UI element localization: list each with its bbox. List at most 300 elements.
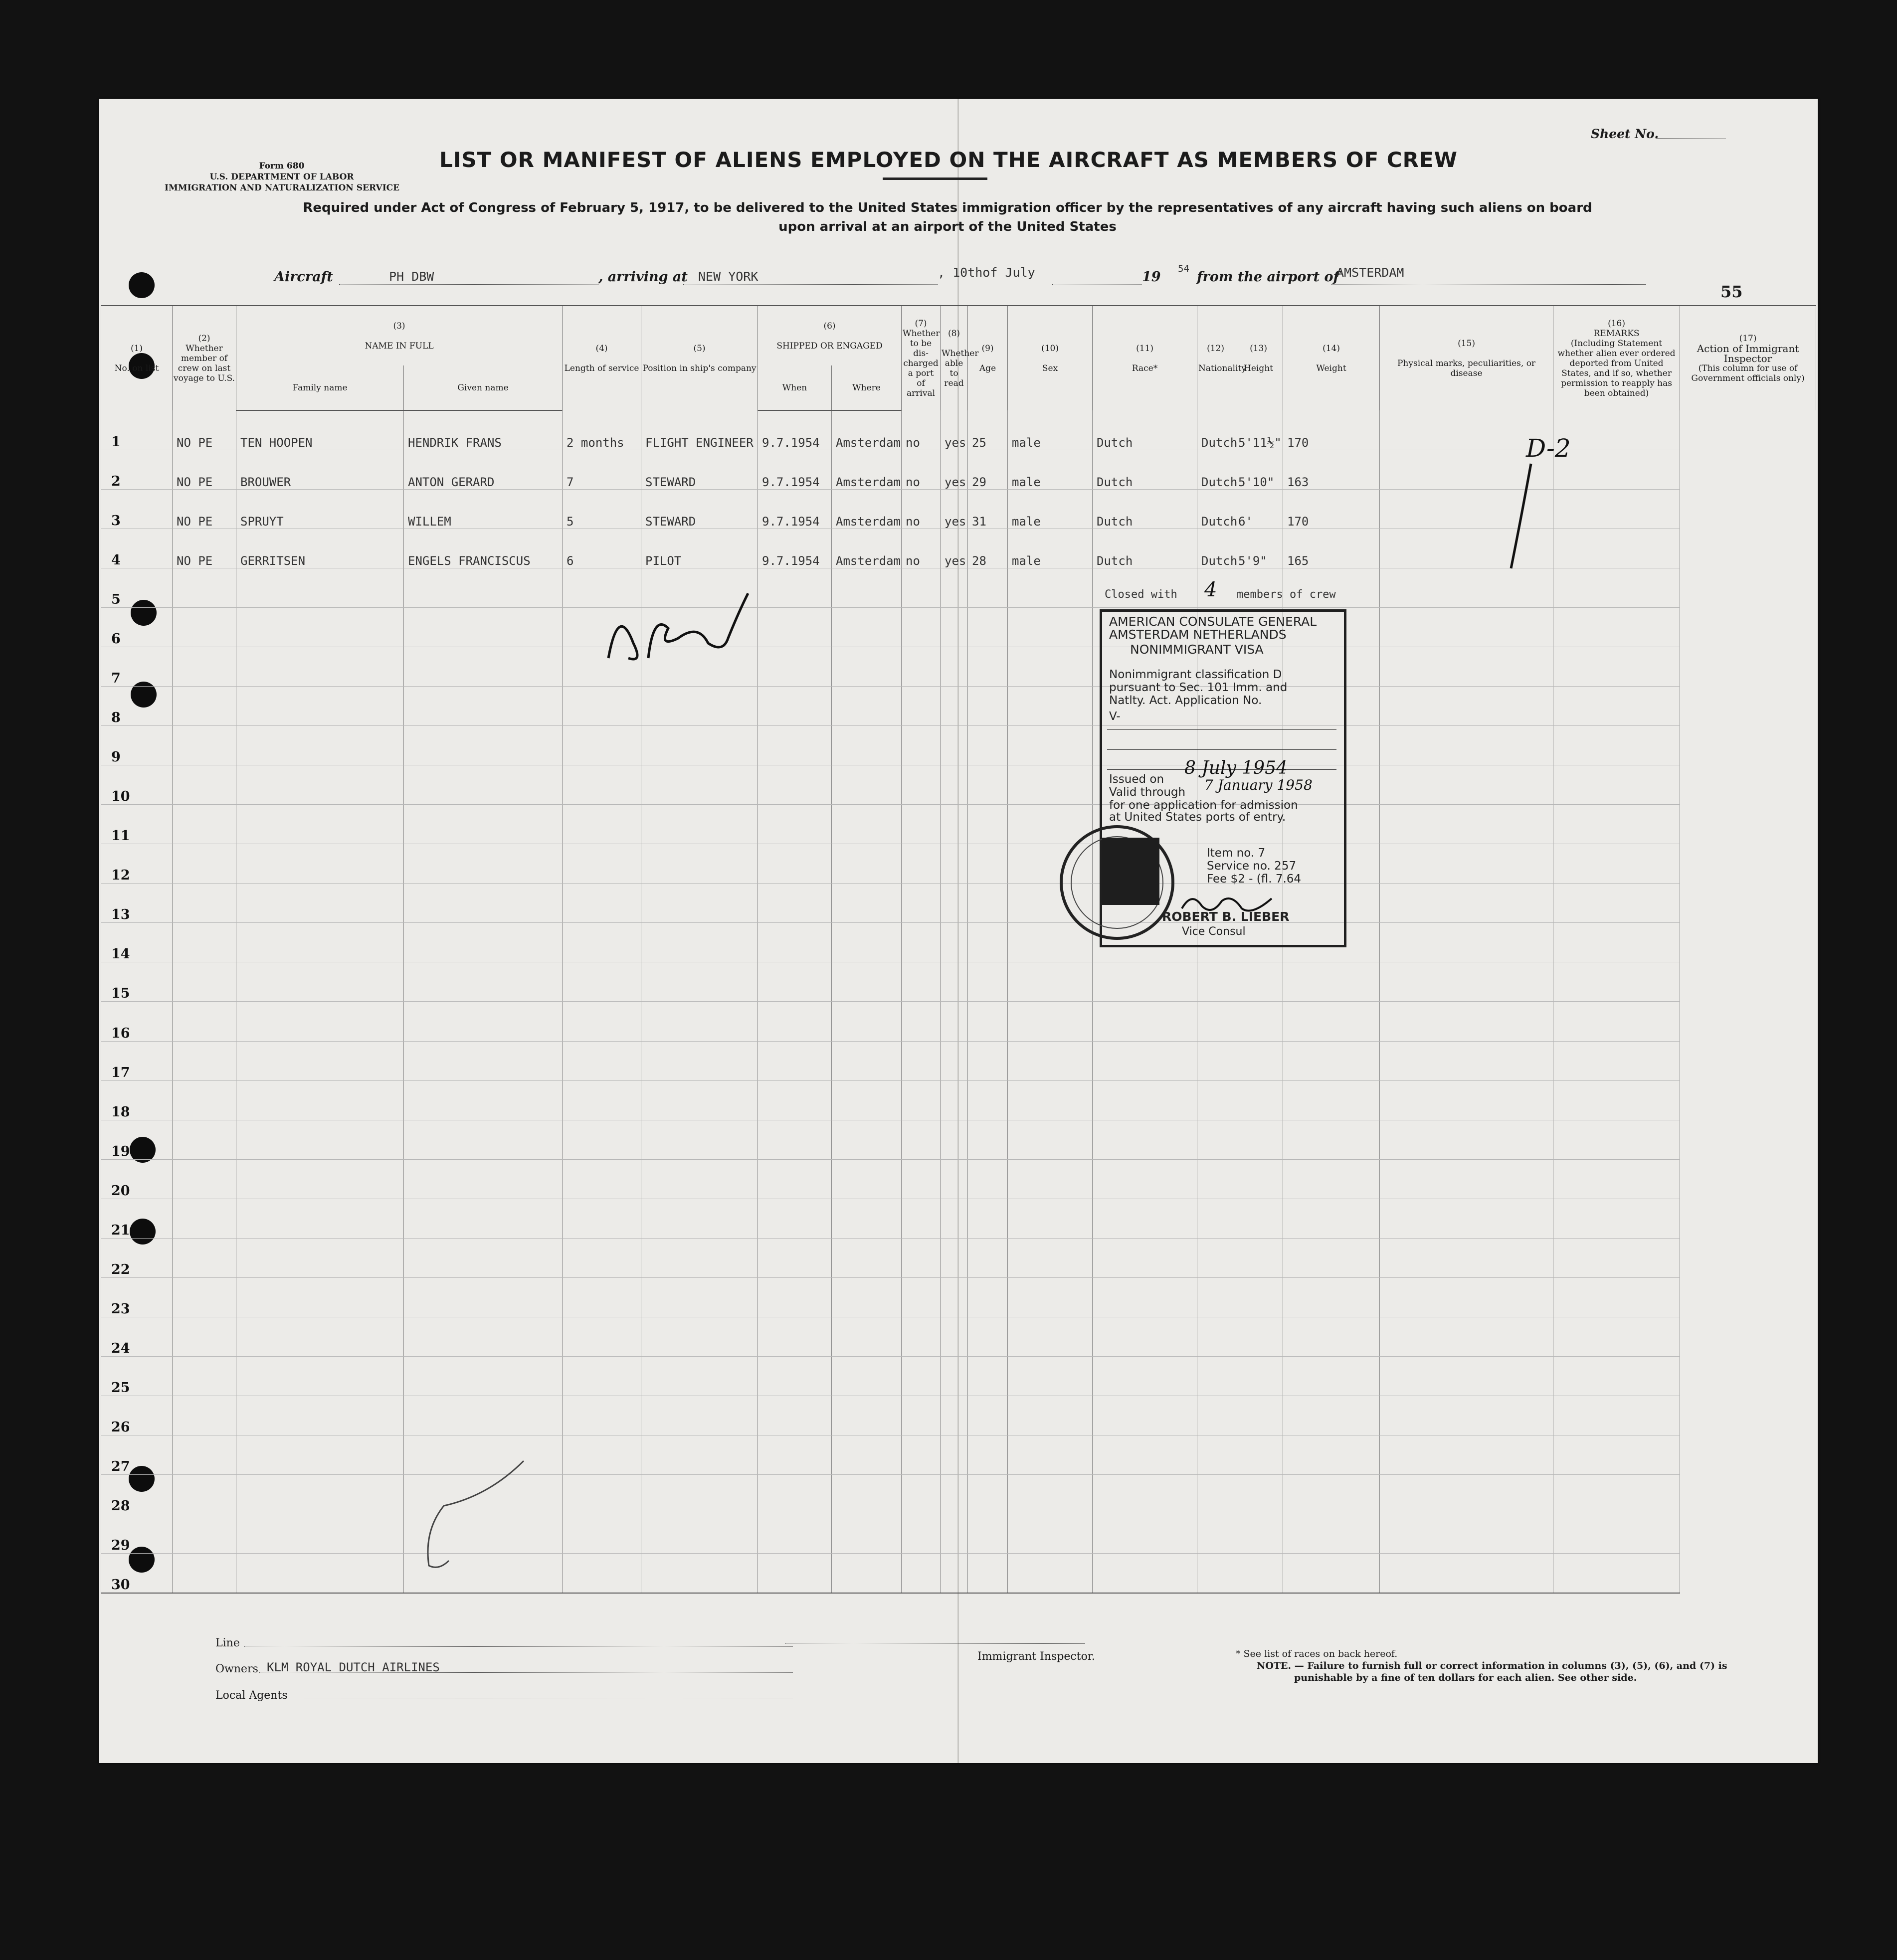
consul-name: ROBERT B. LIEBER — [1162, 909, 1290, 924]
remarks-cell — [1553, 1002, 1680, 1041]
physical-marks-cell — [1380, 608, 1553, 647]
table-row — [101, 805, 1816, 844]
table-row — [101, 1080, 1816, 1120]
col-header-able-to-read: (8) Whether able to read — [941, 306, 968, 410]
stamp-service: Service no. 257 — [1207, 860, 1297, 873]
to-be-discharged-cell — [902, 1396, 941, 1435]
physical-marks-cell — [1380, 1514, 1553, 1553]
length-of-service-cell: 5 — [563, 490, 641, 529]
table-row — [101, 687, 1816, 726]
remarks-cell — [1553, 1553, 1680, 1593]
to-be-discharged-cell — [902, 1317, 941, 1356]
table-row — [101, 962, 1816, 1002]
length-of-service-cell — [563, 1080, 641, 1120]
shipped-where-cell: Amsterdam — [832, 450, 902, 490]
position-cell — [641, 884, 758, 923]
nationality-cell — [1197, 1435, 1234, 1474]
row-number-cell: 5 — [101, 568, 173, 608]
nationality-cell: Dutch — [1197, 529, 1234, 568]
physical-marks-cell — [1380, 1396, 1553, 1435]
table-row — [101, 884, 1816, 923]
weight-cell — [1283, 1277, 1380, 1317]
remarks-cell — [1553, 1120, 1680, 1159]
age-cell — [968, 1080, 1008, 1120]
nationality-cell — [1197, 1199, 1234, 1238]
length-of-service-cell — [563, 884, 641, 923]
weight-cell — [1283, 1396, 1380, 1435]
nationality-cell: Dutch — [1197, 410, 1234, 450]
given-name-cell — [404, 608, 563, 647]
position-cell — [641, 1514, 758, 1553]
row-number-cell: 1 — [101, 410, 173, 450]
physical-marks-cell — [1380, 805, 1553, 844]
table-row — [101, 1159, 1816, 1199]
given-name-cell — [404, 647, 563, 687]
col-header-position: (5) Position in ship's company — [641, 306, 758, 410]
physical-marks-cell — [1380, 687, 1553, 726]
shipped-where-cell — [832, 765, 902, 805]
height-cell — [1234, 1356, 1283, 1396]
stamp-line-7: V- — [1109, 710, 1121, 723]
age-cell: 31 — [968, 490, 1008, 529]
able-to-read-cell — [941, 1317, 968, 1356]
age-cell — [968, 1199, 1008, 1238]
last-voyage-cell — [173, 962, 236, 1002]
age-cell: 28 — [968, 529, 1008, 568]
shipped-where-cell — [832, 1080, 902, 1120]
able-to-read-cell — [941, 608, 968, 647]
form-number: Form 680 — [259, 161, 305, 171]
sex-cell — [1008, 1553, 1093, 1593]
shipped-where-cell — [832, 884, 902, 923]
race-cell: Dutch — [1093, 490, 1197, 529]
shipped-when-cell — [758, 1002, 832, 1041]
shipped-when-cell — [758, 765, 832, 805]
table-row — [101, 1396, 1816, 1435]
length-of-service-cell: 2 months — [563, 410, 641, 450]
shipped-where-cell — [832, 805, 902, 844]
age-cell — [968, 1317, 1008, 1356]
shipped-when-cell — [758, 1080, 832, 1120]
arriving-field-line — [683, 284, 938, 285]
given-name-cell — [404, 884, 563, 923]
penalty-note-line-2: punishable by a fine of ten dollars for each alien. See other side. — [1294, 1672, 1637, 1683]
sex-cell — [1008, 647, 1093, 687]
shipped-when-cell — [758, 1514, 832, 1553]
family-name-cell: GERRITSEN — [236, 529, 404, 568]
family-name-cell — [236, 805, 404, 844]
remarks-cell — [1553, 647, 1680, 687]
position-cell: STEWARD — [641, 450, 758, 490]
sex-cell: male — [1008, 450, 1093, 490]
shipped-where-cell — [832, 687, 902, 726]
able-to-read-cell — [941, 884, 968, 923]
inspector-signature-line — [785, 1643, 1085, 1644]
table-row — [101, 1277, 1816, 1317]
height-cell — [1234, 1238, 1283, 1277]
stamp-line-2: AMSTERDAM NETHERLANDS — [1109, 627, 1287, 642]
physical-marks-cell — [1380, 923, 1553, 962]
weight-cell — [1283, 1159, 1380, 1199]
last-voyage-cell — [173, 1159, 236, 1199]
last-voyage-cell — [173, 884, 236, 923]
family-name-cell — [236, 1474, 404, 1514]
height-cell: 6' — [1234, 490, 1283, 529]
remarks-cell — [1553, 568, 1680, 608]
given-name-cell — [404, 1277, 563, 1317]
age-cell — [968, 884, 1008, 923]
shipped-when-cell — [758, 1553, 832, 1593]
position-cell — [641, 1277, 758, 1317]
shipped-where-cell — [832, 1159, 902, 1199]
last-voyage-cell — [173, 1199, 236, 1238]
row-number-cell: 27 — [101, 1435, 173, 1474]
race-cell — [1093, 1002, 1197, 1041]
arrival-date: , 10thof July — [938, 265, 1035, 280]
able-to-read-cell — [941, 1238, 968, 1277]
given-name-cell — [404, 1080, 563, 1120]
row-number-cell: 24 — [101, 1317, 173, 1356]
to-be-discharged-cell: no — [902, 490, 941, 529]
position-cell — [641, 962, 758, 1002]
position-cell — [641, 726, 758, 765]
crew-manifest-table — [101, 305, 1816, 1594]
line-label: Line — [215, 1637, 240, 1649]
arriving-value: NEW YORK — [698, 269, 759, 284]
remarks-cell — [1553, 1317, 1680, 1356]
family-name-cell — [236, 1041, 404, 1080]
age-cell — [968, 1159, 1008, 1199]
sheet-number-label: Sheet No. — [1591, 127, 1659, 141]
shipped-where-cell — [832, 1435, 902, 1474]
sex-cell — [1008, 1514, 1093, 1553]
sex-cell — [1008, 1277, 1093, 1317]
physical-marks-cell — [1380, 1041, 1553, 1080]
age-cell — [968, 1474, 1008, 1514]
from-airport-label: from the airport of — [1197, 269, 1339, 285]
race-cell — [1093, 1553, 1197, 1593]
shipped-when-cell — [758, 1041, 832, 1080]
position-cell — [641, 844, 758, 884]
nationality-cell: Dutch — [1197, 450, 1234, 490]
length-of-service-cell: 6 — [563, 529, 641, 568]
position-cell — [641, 1356, 758, 1396]
height-cell — [1234, 1159, 1283, 1199]
height-cell — [1234, 1199, 1283, 1238]
family-name-cell — [236, 1080, 404, 1120]
able-to-read-cell: yes — [941, 410, 968, 450]
last-voyage-cell — [173, 923, 236, 962]
sex-cell — [1008, 726, 1093, 765]
family-name-cell — [236, 687, 404, 726]
last-voyage-cell — [173, 647, 236, 687]
shipped-where-cell — [832, 1553, 902, 1593]
sex-cell — [1008, 1238, 1093, 1277]
shipped-when-cell — [758, 1317, 832, 1356]
owners-label: Owners — [215, 1663, 258, 1675]
weight-cell — [1283, 1435, 1380, 1474]
nationality-cell — [1197, 1080, 1234, 1120]
col-header-no: (1) No. on list — [101, 306, 173, 410]
length-of-service-cell — [563, 1553, 641, 1593]
physical-marks-cell — [1380, 765, 1553, 805]
given-name-cell — [404, 1317, 563, 1356]
closed-with-prefix: Closed with — [1105, 588, 1177, 601]
last-voyage-cell — [173, 1002, 236, 1041]
table-row — [101, 765, 1816, 805]
weight-cell: 170 — [1283, 490, 1380, 529]
family-name-cell — [236, 923, 404, 962]
row-number-cell: 21 — [101, 1199, 173, 1238]
stamp-rule — [1107, 749, 1336, 750]
to-be-discharged-cell — [902, 844, 941, 884]
family-name-cell — [236, 1553, 404, 1593]
position-cell — [641, 765, 758, 805]
row-number-cell: 30 — [101, 1553, 173, 1593]
shipped-where-cell: Amsterdam — [832, 410, 902, 450]
shipped-when-cell — [758, 1277, 832, 1317]
table-row — [101, 923, 1816, 962]
remarks-cell — [1553, 805, 1680, 844]
family-name-cell — [236, 608, 404, 647]
sex-cell — [1008, 1474, 1093, 1514]
last-voyage-cell — [173, 1514, 236, 1553]
shipped-where-cell — [832, 1238, 902, 1277]
col-header-physical-marks: (15) Physical marks, peculiarities, or disease — [1380, 306, 1553, 410]
family-name-cell: TEN HOOPEN — [236, 410, 404, 450]
last-voyage-cell — [173, 1474, 236, 1514]
row-number-cell: 20 — [101, 1159, 173, 1199]
last-voyage-cell — [173, 1277, 236, 1317]
remarks-cell — [1553, 884, 1680, 923]
age-cell — [968, 962, 1008, 1002]
aircraft-field-line — [339, 284, 598, 285]
able-to-read-cell — [941, 1356, 968, 1396]
to-be-discharged-cell — [902, 1120, 941, 1159]
length-of-service-cell — [563, 1238, 641, 1277]
date-field-line — [1052, 284, 1142, 285]
shipped-when-cell — [758, 1199, 832, 1238]
shipped-where-cell — [832, 1002, 902, 1041]
shipped-when-cell — [758, 923, 832, 962]
able-to-read-cell — [941, 1435, 968, 1474]
remarks-cell — [1553, 923, 1680, 962]
to-be-discharged-cell — [902, 687, 941, 726]
shipped-where-cell — [832, 608, 902, 647]
to-be-discharged-cell — [902, 1277, 941, 1317]
sex-cell: male — [1008, 529, 1093, 568]
shipped-when-cell — [758, 962, 832, 1002]
remarks-cell — [1553, 962, 1680, 1002]
last-voyage-cell — [173, 1238, 236, 1277]
shipped-when-cell: 9.7.1954 — [758, 529, 832, 568]
races-note: * See list of races on back hereof. — [1236, 1648, 1398, 1659]
position-cell — [641, 1041, 758, 1080]
stamp-line-5: pursuant to Sec. 101 Imm. and — [1109, 681, 1288, 694]
arriving-label: , arriving at — [598, 269, 688, 285]
sheet-number-field — [1656, 138, 1725, 139]
service-name: IMMIGRATION AND NATURALIZATION SERVICE — [165, 183, 400, 193]
able-to-read-cell — [941, 962, 968, 1002]
race-cell — [1093, 1238, 1197, 1277]
remarks-cell — [1553, 1159, 1680, 1199]
remarks-cell — [1553, 1435, 1680, 1474]
physical-marks-cell — [1380, 1002, 1553, 1041]
remarks-cell — [1553, 765, 1680, 805]
col-header-name-in-full: (3) NAME IN FULL — [236, 306, 563, 365]
to-be-discharged-cell — [902, 1041, 941, 1080]
position-cell — [641, 1474, 758, 1514]
length-of-service-cell — [563, 687, 641, 726]
age-cell — [968, 647, 1008, 687]
position-cell — [641, 1553, 758, 1593]
given-name-cell — [404, 687, 563, 726]
nationality-cell — [1197, 1159, 1234, 1199]
shipped-where-cell — [832, 1474, 902, 1514]
height-cell — [1234, 1435, 1283, 1474]
last-voyage-cell — [173, 1080, 236, 1120]
weight-cell — [1283, 1199, 1380, 1238]
last-voyage-cell — [173, 568, 236, 608]
nationality-cell — [1197, 1396, 1234, 1435]
col-header-given-name: Given name — [404, 365, 563, 410]
family-name-cell — [236, 1514, 404, 1553]
family-name-cell — [236, 1277, 404, 1317]
race-cell: Dutch — [1093, 529, 1197, 568]
physical-marks-cell — [1380, 844, 1553, 884]
sex-cell — [1008, 687, 1093, 726]
sex-cell — [1008, 1396, 1093, 1435]
year-prefix: 19 — [1142, 269, 1161, 285]
height-cell — [1234, 1553, 1283, 1593]
subtitle-line-1: Required under Act of Congress of February 5, 1917, to be delivered to the United States immigration officer by the representatives of any aircraft having such aliens on board — [303, 200, 1592, 215]
given-name-cell — [404, 962, 563, 1002]
length-of-service-cell — [563, 1514, 641, 1553]
shipped-when-cell — [758, 844, 832, 884]
position-cell: PILOT — [641, 529, 758, 568]
table-row — [101, 1514, 1816, 1553]
row-number-cell: 15 — [101, 962, 173, 1002]
nationality-cell — [1197, 1356, 1234, 1396]
physical-marks-cell — [1380, 1199, 1553, 1238]
nationality-cell — [1197, 1553, 1234, 1593]
remarks-cell — [1553, 608, 1680, 647]
remarks-cell — [1553, 1474, 1680, 1514]
position-cell — [641, 1317, 758, 1356]
table-row — [101, 1120, 1816, 1159]
last-voyage-cell: NO PE — [173, 490, 236, 529]
age-cell — [968, 608, 1008, 647]
position-cell — [641, 1120, 758, 1159]
shipped-where-cell: Amsterdam — [832, 490, 902, 529]
row-number-cell: 13 — [101, 884, 173, 923]
row-number-cell: 11 — [101, 805, 173, 844]
last-voyage-cell: NO PE — [173, 450, 236, 490]
physical-marks-cell — [1380, 962, 1553, 1002]
able-to-read-cell: yes — [941, 450, 968, 490]
race-cell — [1093, 1396, 1197, 1435]
physical-marks-cell — [1380, 1120, 1553, 1159]
position-cell — [641, 1238, 758, 1277]
race-cell: Dutch — [1093, 450, 1197, 490]
row-number-cell: 16 — [101, 1002, 173, 1041]
table-row — [101, 1356, 1816, 1396]
shipped-when-cell: 9.7.1954 — [758, 450, 832, 490]
to-be-discharged-cell — [902, 1159, 941, 1199]
margin-scribble — [414, 1456, 534, 1576]
race-cell: Dutch — [1093, 410, 1197, 450]
to-be-discharged-cell — [902, 647, 941, 687]
position-cell — [641, 687, 758, 726]
length-of-service-cell — [563, 962, 641, 1002]
page-title: LIST OR MANIFEST OF ALIENS EMPLOYED ON THE AIRCRAFT AS MEMBERS OF CREW — [439, 148, 1458, 172]
remarks-cell — [1553, 687, 1680, 726]
table-row — [101, 1435, 1816, 1474]
col-header-last-voyage: (2) Whether member of crew on last voyage to U.S. — [173, 306, 236, 410]
stamp-line-3: NONIMMIGRANT VISA — [1130, 642, 1264, 657]
age-cell — [968, 687, 1008, 726]
table-row — [101, 1002, 1816, 1041]
shipped-where-cell — [832, 923, 902, 962]
last-voyage-cell — [173, 805, 236, 844]
year-suffix: 54 — [1178, 263, 1189, 274]
col-header-discharged: (7) Whether to be dis-charged a port of arrival — [902, 306, 941, 410]
race-cell — [1093, 1277, 1197, 1317]
last-voyage-cell — [173, 726, 236, 765]
given-name-cell — [404, 805, 563, 844]
last-voyage-cell: NO PE — [173, 410, 236, 450]
physical-marks-cell — [1380, 1080, 1553, 1120]
position-cell — [641, 805, 758, 844]
row-number-cell: 12 — [101, 844, 173, 884]
row-number-cell: 9 — [101, 726, 173, 765]
position-cell — [641, 1159, 758, 1199]
table-row — [101, 1474, 1816, 1514]
remarks-handwritten-mark: D-2 — [1526, 434, 1571, 463]
sex-cell — [1008, 608, 1093, 647]
position-cell: STEWARD — [641, 490, 758, 529]
shipped-when-cell — [758, 1159, 832, 1199]
able-to-read-cell — [941, 1396, 968, 1435]
family-name-cell — [236, 647, 404, 687]
physical-marks-cell — [1380, 647, 1553, 687]
length-of-service-cell — [563, 1317, 641, 1356]
table-row — [101, 1041, 1816, 1080]
col-header-height: (13) Height — [1234, 306, 1283, 410]
position-cell — [641, 923, 758, 962]
closed-with-suffix: members of crew — [1237, 588, 1336, 601]
stamp-line-10: for one application for admission — [1109, 799, 1298, 812]
given-name-cell — [404, 726, 563, 765]
length-of-service-cell — [563, 1159, 641, 1199]
shipped-where-cell — [832, 1277, 902, 1317]
shipped-when-cell — [758, 647, 832, 687]
race-cell — [1093, 1317, 1197, 1356]
age-cell — [968, 1553, 1008, 1593]
remarks-cell — [1553, 1199, 1680, 1238]
race-cell — [1093, 1041, 1197, 1080]
remarks-cell — [1553, 410, 1680, 450]
remarks-cell — [1553, 1396, 1680, 1435]
shipped-where-cell — [832, 1199, 902, 1238]
age-cell — [968, 805, 1008, 844]
row-number-cell: 22 — [101, 1238, 173, 1277]
col-header-age: (9) Age — [968, 306, 1008, 410]
stamp-line-4: Nonimmigrant classification D — [1109, 668, 1282, 681]
crew-rows — [101, 410, 1816, 1593]
length-of-service-cell — [563, 1435, 641, 1474]
length-of-service-cell — [563, 1041, 641, 1080]
